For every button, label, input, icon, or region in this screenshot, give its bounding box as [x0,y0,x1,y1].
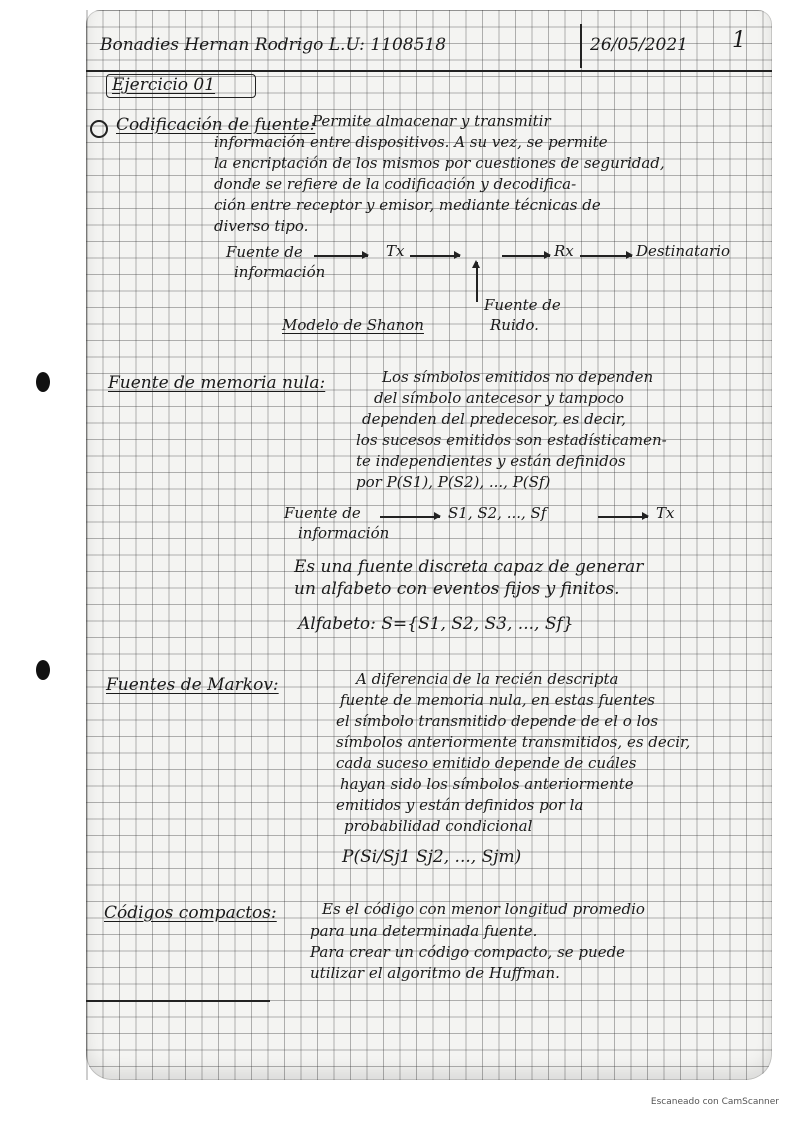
compact-line-3: Para crear un código compacto, se puede [310,943,626,961]
date: 26/05/2021 [590,35,688,55]
end-rule [86,1000,270,1002]
markov-line-7: emitidos y están definidos por la [336,796,584,814]
memoryless-line-2: del símbolo antecesor y tampoco [374,389,624,407]
source-coding-line-4: donde se refiere de la codificación y decodifica- [214,175,577,193]
source-coding-line-5: ción entre receptor y emisor, mediante técnicas de [214,196,601,214]
margin-line [86,10,88,1080]
source-coding-line-2: información entre dispositivos. A su vez, se permite [214,133,608,151]
source-coding-line-1: Permite almacenar y transmitir [312,112,551,130]
compact-line-1: Es el código con menor longitud promedio [322,900,645,918]
markov-line-1: A diferencia de la recién descripta [356,670,619,688]
shannon-tx: Tx [386,242,405,260]
markov-formula: P(Si/Sj1 Sj2, ..., Sjm) [342,847,522,867]
exercise-title: Ejercicio 01 [112,75,216,95]
memoryless-source-label-2: información [298,524,390,542]
discrete-line-2: un alfabeto con eventos fijos y finitos. [294,579,620,599]
binder-hole-top [36,372,50,392]
memoryless-line-5: te independientes y están definidos [356,452,626,470]
markov-line-3: el símbolo transmitido depende de el o los [336,712,659,730]
student-name: Bonadies Hernan Rodrigo L.U: 1108518 [100,35,447,55]
shannon-noise: Fuente de [484,296,561,314]
markov-line-5: cada suceso emitido depende de cuáles [336,754,637,772]
notebook-page [86,10,772,1080]
source-coding-line-3: la encriptación de los mismos por cuestiones de seguridad, [214,154,665,172]
page-header [86,20,772,64]
header-divider [580,24,582,68]
shannon-rx: Rx [554,242,574,260]
memoryless-line-6: por P(S1), P(S2), ..., P(Sf) [356,473,551,491]
shannon-model-caption: Modelo de Shanon [282,316,424,334]
page-number: 1 [732,28,746,53]
noise-arrow-icon [476,262,478,302]
arrow-icon [314,255,368,257]
compact-line-4: utilizar el algoritmo de Huffman. [310,964,560,982]
memoryless-symbols: S1, S2, ..., Sf [448,504,547,522]
markov-term: Fuentes de Markov: [106,675,279,695]
memoryless-tx: Tx [656,504,675,522]
arrow-icon [410,255,460,257]
source-coding-term: Codificación de fuente: [116,115,316,135]
memoryless-line-4: los sucesos emitidos son estadísticamen- [356,431,667,449]
scanner-footer: Escaneado con CamScanner [650,1097,779,1107]
memoryless-term: Fuente de memoria nula: [108,373,326,393]
binder-hole-bottom [36,660,50,680]
arrow-icon [502,255,550,257]
markov-line-2: fuente de memoria nula, en estas fuentes [340,691,655,709]
bullet-icon [90,120,108,138]
memoryless-source-label: Fuente de [284,504,361,522]
markov-line-4: símbolos anteriormente transmitidos, es decir, [336,733,691,751]
memoryless-line-3: dependen del predecesor, es decir, [362,410,627,428]
arrow-icon [380,516,440,518]
memoryless-line-1: Los símbolos emitidos no dependen [382,368,654,386]
shannon-source-label-2: información [234,263,326,281]
arrow-icon [598,516,648,518]
compact-codes-term: Códigos compactos: [104,903,277,923]
shannon-destination: Destinatario [636,242,730,260]
source-coding-line-6: diverso tipo. [214,217,309,235]
compact-line-2: para una determinada fuente. [310,922,538,940]
markov-line-8: probabilidad condicional [344,817,533,835]
shannon-noise-2: Ruido. [490,316,539,334]
arrow-icon [580,255,632,257]
markov-line-6: hayan sido los símbolos anteriormente [340,775,634,793]
shannon-source-label: Fuente de [226,243,303,261]
discrete-line-1: Es una fuente discreta capaz de generar [294,557,644,577]
alphabet: Alfabeto: S={S1, S2, S3, ..., Sf} [298,614,574,634]
header-rule [86,70,772,72]
